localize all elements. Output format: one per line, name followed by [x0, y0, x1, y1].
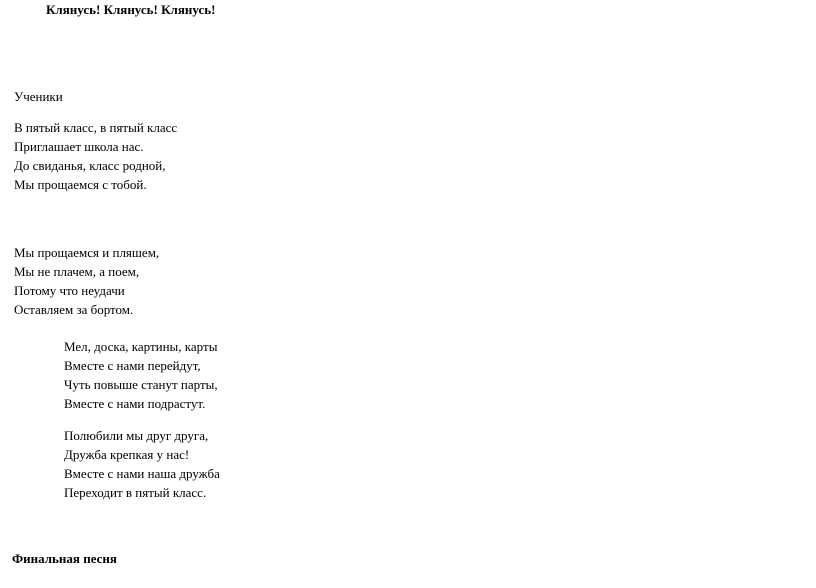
verse-line: Мы прощаемся с тобой.	[14, 177, 147, 192]
verse-line: Потому что неудачи	[14, 283, 125, 298]
verse-line: Вместе с нами перейдут,	[64, 358, 201, 373]
verse-line: Мы прощаемся и пляшем,	[14, 245, 160, 260]
verse-line: Мел, доска, картины, карты	[64, 339, 218, 354]
verse-line: Чуть повыше станут парты,	[64, 377, 218, 392]
verse-line: Оставляем за бортом.	[14, 302, 134, 317]
verse-line: Полюбили мы друг друга,	[64, 428, 209, 443]
verse-line: Переходит в пятый класс.	[64, 485, 207, 500]
speaker-label: Ученики	[14, 89, 63, 104]
verse-line: Дружба крепкая у нас!	[64, 447, 190, 462]
oath-line: Клянусь! Клянусь! Клянусь!	[46, 2, 216, 17]
final-song-heading: Финальная песня	[12, 551, 117, 566]
verse-line: В пятый класс, в пятый класс	[14, 120, 178, 135]
verse-line: Вместе с нами подрастут.	[64, 396, 206, 411]
verse-line: Вместе с нами наша дружба	[64, 466, 220, 481]
verse-line: Мы не плачем, а поем,	[14, 264, 140, 279]
verse-line: До свиданья, класс родной,	[14, 158, 166, 173]
verse-line: Приглашает школа нас.	[14, 139, 144, 154]
